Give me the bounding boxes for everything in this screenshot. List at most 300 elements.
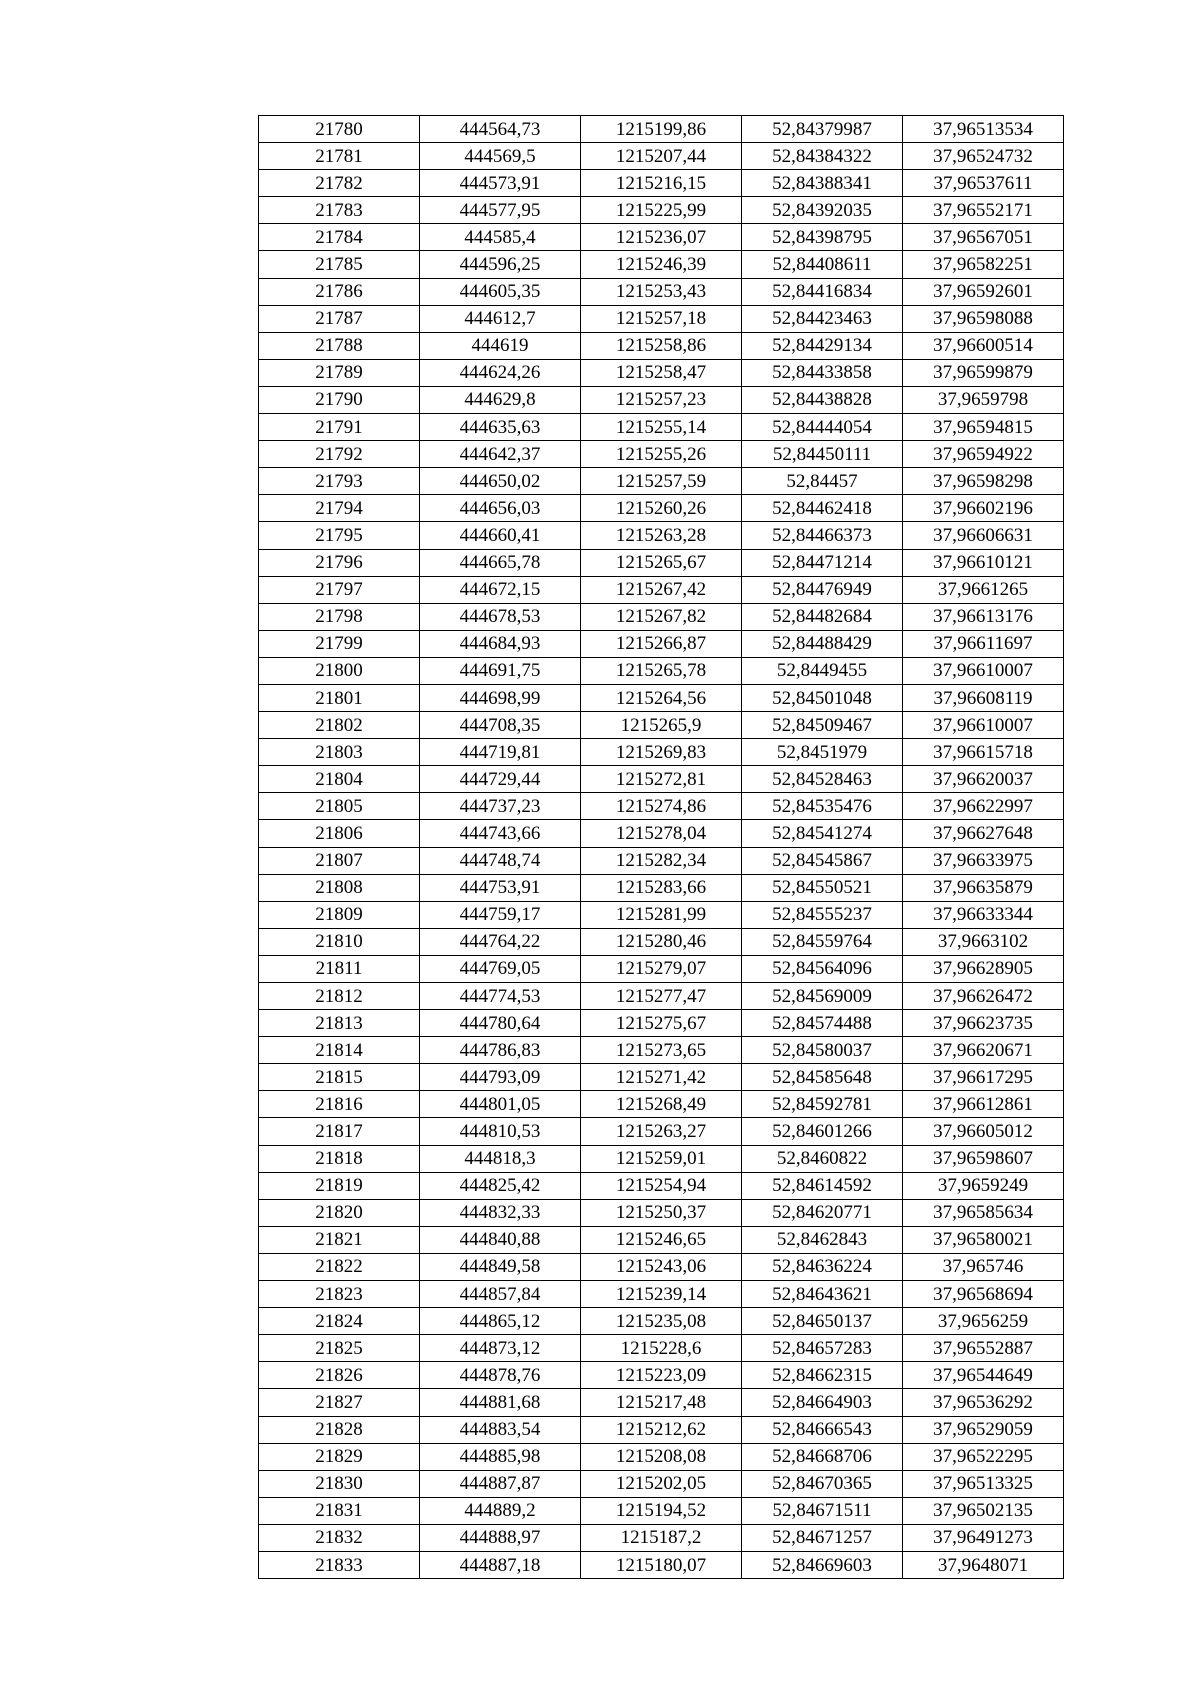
latitude-cell: 52,84429134: [742, 332, 903, 359]
table-row: [259, 684, 1064, 711]
point-number-cell: 21798: [259, 603, 420, 630]
longitude-cell: 37,96599879: [903, 359, 1064, 386]
y-coordinate-cell: 1215208,08: [581, 1443, 742, 1470]
x-coordinate-cell: 444656,03: [420, 495, 581, 522]
longitude-cell: 37,96529059: [903, 1416, 1064, 1443]
table-row: [259, 116, 1064, 143]
y-coordinate-cell: 1215207,44: [581, 143, 742, 170]
y-coordinate-cell: 1215277,47: [581, 983, 742, 1010]
x-coordinate-cell: 444665,78: [420, 549, 581, 576]
table-row: [259, 1281, 1064, 1308]
x-coordinate-cell: 444573,91: [420, 170, 581, 197]
y-coordinate-cell: 1215265,78: [581, 657, 742, 684]
table-row: [259, 1172, 1064, 1199]
longitude-cell: 37,9663102: [903, 928, 1064, 955]
latitude-cell: 52,84643621: [742, 1281, 903, 1308]
y-coordinate-cell: 1215202,05: [581, 1470, 742, 1497]
y-coordinate-cell: 1215250,37: [581, 1199, 742, 1226]
table-row: [259, 143, 1064, 170]
y-coordinate-cell: 1215266,87: [581, 630, 742, 657]
longitude-cell: 37,96617295: [903, 1064, 1064, 1091]
table-row: [259, 766, 1064, 793]
table-row: [259, 1037, 1064, 1064]
point-number-cell: 21829: [259, 1443, 420, 1470]
x-coordinate-cell: 444786,83: [420, 1037, 581, 1064]
longitude-cell: 37,96622997: [903, 793, 1064, 820]
latitude-cell: 52,84669603: [742, 1551, 903, 1578]
y-coordinate-cell: 1215268,49: [581, 1091, 742, 1118]
x-coordinate-cell: 444564,73: [420, 116, 581, 143]
y-coordinate-cell: 1215278,04: [581, 820, 742, 847]
y-coordinate-cell: 1215257,59: [581, 468, 742, 495]
point-number-cell: 21815: [259, 1064, 420, 1091]
point-number-cell: 21808: [259, 874, 420, 901]
table-row: [259, 1091, 1064, 1118]
x-coordinate-cell: 444629,8: [420, 386, 581, 413]
point-number-cell: 21809: [259, 901, 420, 928]
longitude-cell: 37,96592601: [903, 278, 1064, 305]
latitude-cell: 52,84392035: [742, 197, 903, 224]
x-coordinate-cell: 444748,74: [420, 847, 581, 874]
point-number-cell: 21805: [259, 793, 420, 820]
latitude-cell: 52,84636224: [742, 1253, 903, 1280]
y-coordinate-cell: 1215187,2: [581, 1524, 742, 1551]
point-number-cell: 21812: [259, 983, 420, 1010]
x-coordinate-cell: 444719,81: [420, 739, 581, 766]
longitude-cell: 37,96552171: [903, 197, 1064, 224]
y-coordinate-cell: 1215254,94: [581, 1172, 742, 1199]
table-row: [259, 1118, 1064, 1145]
longitude-cell: 37,96620037: [903, 766, 1064, 793]
table-row: [259, 170, 1064, 197]
table-row: [259, 332, 1064, 359]
table-row: [259, 468, 1064, 495]
x-coordinate-cell: 444793,09: [420, 1064, 581, 1091]
point-number-cell: 21785: [259, 251, 420, 278]
longitude-cell: 37,96585634: [903, 1199, 1064, 1226]
table-row: [259, 1226, 1064, 1253]
point-number-cell: 21832: [259, 1524, 420, 1551]
y-coordinate-cell: 1215267,42: [581, 576, 742, 603]
table-row: [259, 197, 1064, 224]
table-row: [259, 414, 1064, 441]
latitude-cell: 52,84574488: [742, 1010, 903, 1037]
x-coordinate-cell: 444635,63: [420, 414, 581, 441]
longitude-cell: 37,96610007: [903, 657, 1064, 684]
point-number-cell: 21824: [259, 1308, 420, 1335]
y-coordinate-cell: 1215275,67: [581, 1010, 742, 1037]
y-coordinate-cell: 1215212,62: [581, 1416, 742, 1443]
longitude-cell: 37,9659798: [903, 386, 1064, 413]
latitude-cell: 52,84569009: [742, 983, 903, 1010]
table-row: [259, 1497, 1064, 1524]
longitude-cell: 37,96612861: [903, 1091, 1064, 1118]
x-coordinate-cell: 444605,35: [420, 278, 581, 305]
latitude-cell: 52,84528463: [742, 766, 903, 793]
table-row: [259, 874, 1064, 901]
latitude-cell: 52,84671257: [742, 1524, 903, 1551]
y-coordinate-cell: 1215257,18: [581, 305, 742, 332]
latitude-cell: 52,84444054: [742, 414, 903, 441]
latitude-cell: 52,84555237: [742, 901, 903, 928]
table-row: [259, 928, 1064, 955]
y-coordinate-cell: 1215246,65: [581, 1226, 742, 1253]
x-coordinate-cell: 444619: [420, 332, 581, 359]
y-coordinate-cell: 1215265,9: [581, 712, 742, 739]
point-number-cell: 21783: [259, 197, 420, 224]
longitude-cell: 37,96623735: [903, 1010, 1064, 1037]
longitude-cell: 37,96615718: [903, 739, 1064, 766]
x-coordinate-cell: 444708,35: [420, 712, 581, 739]
latitude-cell: 52,8462843: [742, 1226, 903, 1253]
point-number-cell: 21823: [259, 1281, 420, 1308]
y-coordinate-cell: 1215194,52: [581, 1497, 742, 1524]
y-coordinate-cell: 1215280,46: [581, 928, 742, 955]
table-row: [259, 657, 1064, 684]
point-number-cell: 21827: [259, 1389, 420, 1416]
table-row: [259, 224, 1064, 251]
point-number-cell: 21797: [259, 576, 420, 603]
table-row: [259, 1145, 1064, 1172]
point-number-cell: 21828: [259, 1416, 420, 1443]
x-coordinate-cell: 444810,53: [420, 1118, 581, 1145]
table-row: [259, 1389, 1064, 1416]
latitude-cell: 52,84668706: [742, 1443, 903, 1470]
latitude-cell: 52,84662315: [742, 1362, 903, 1389]
point-number-cell: 21786: [259, 278, 420, 305]
longitude-cell: 37,96633975: [903, 847, 1064, 874]
coordinates-table-body: [259, 116, 1064, 1579]
table-row: [259, 305, 1064, 332]
x-coordinate-cell: 444743,66: [420, 820, 581, 847]
x-coordinate-cell: 444825,42: [420, 1172, 581, 1199]
y-coordinate-cell: 1215180,07: [581, 1551, 742, 1578]
point-number-cell: 21784: [259, 224, 420, 251]
x-coordinate-cell: 444577,95: [420, 197, 581, 224]
x-coordinate-cell: 444769,05: [420, 955, 581, 982]
x-coordinate-cell: 444889,2: [420, 1497, 581, 1524]
table-row: [259, 630, 1064, 657]
x-coordinate-cell: 444878,76: [420, 1362, 581, 1389]
x-coordinate-cell: 444612,7: [420, 305, 581, 332]
latitude-cell: 52,84398795: [742, 224, 903, 251]
longitude-cell: 37,96610007: [903, 712, 1064, 739]
y-coordinate-cell: 1215246,39: [581, 251, 742, 278]
x-coordinate-cell: 444569,5: [420, 143, 581, 170]
y-coordinate-cell: 1215282,34: [581, 847, 742, 874]
point-number-cell: 21813: [259, 1010, 420, 1037]
latitude-cell: 52,84664903: [742, 1389, 903, 1416]
y-coordinate-cell: 1215216,15: [581, 170, 742, 197]
longitude-cell: 37,96598088: [903, 305, 1064, 332]
y-coordinate-cell: 1215283,66: [581, 874, 742, 901]
table-row: [259, 603, 1064, 630]
latitude-cell: 52,84482684: [742, 603, 903, 630]
y-coordinate-cell: 1215274,86: [581, 793, 742, 820]
x-coordinate-cell: 444832,33: [420, 1199, 581, 1226]
point-number-cell: 21818: [259, 1145, 420, 1172]
latitude-cell: 52,84509467: [742, 712, 903, 739]
latitude-cell: 52,84462418: [742, 495, 903, 522]
x-coordinate-cell: 444865,12: [420, 1308, 581, 1335]
y-coordinate-cell: 1215223,09: [581, 1362, 742, 1389]
y-coordinate-cell: 1215273,65: [581, 1037, 742, 1064]
y-coordinate-cell: 1215271,42: [581, 1064, 742, 1091]
latitude-cell: 52,84550521: [742, 874, 903, 901]
longitude-cell: 37,96602196: [903, 495, 1064, 522]
point-number-cell: 21787: [259, 305, 420, 332]
table-row: [259, 1308, 1064, 1335]
y-coordinate-cell: 1215235,08: [581, 1308, 742, 1335]
x-coordinate-cell: 444698,99: [420, 684, 581, 711]
latitude-cell: 52,84384322: [742, 143, 903, 170]
table-row: [259, 793, 1064, 820]
point-number-cell: 21833: [259, 1551, 420, 1578]
x-coordinate-cell: 444729,44: [420, 766, 581, 793]
table-row: [259, 847, 1064, 874]
table-row: [259, 1470, 1064, 1497]
point-number-cell: 21782: [259, 170, 420, 197]
latitude-cell: 52,84620771: [742, 1199, 903, 1226]
longitude-cell: 37,96491273: [903, 1524, 1064, 1551]
longitude-cell: 37,96635879: [903, 874, 1064, 901]
table-row: [259, 251, 1064, 278]
x-coordinate-cell: 444753,91: [420, 874, 581, 901]
point-number-cell: 21789: [259, 359, 420, 386]
point-number-cell: 21826: [259, 1362, 420, 1389]
x-coordinate-cell: 444887,18: [420, 1551, 581, 1578]
x-coordinate-cell: 444881,68: [420, 1389, 581, 1416]
y-coordinate-cell: 1215279,07: [581, 955, 742, 982]
longitude-cell: 37,96605012: [903, 1118, 1064, 1145]
table-row: [259, 386, 1064, 413]
point-number-cell: 21825: [259, 1335, 420, 1362]
point-number-cell: 21819: [259, 1172, 420, 1199]
point-number-cell: 21801: [259, 684, 420, 711]
latitude-cell: 52,84476949: [742, 576, 903, 603]
y-coordinate-cell: 1215217,48: [581, 1389, 742, 1416]
x-coordinate-cell: 444764,22: [420, 928, 581, 955]
longitude-cell: 37,96552887: [903, 1335, 1064, 1362]
table-row: [259, 983, 1064, 1010]
table-row: [259, 901, 1064, 928]
y-coordinate-cell: 1215260,26: [581, 495, 742, 522]
x-coordinate-cell: 444678,53: [420, 603, 581, 630]
table-row: [259, 1362, 1064, 1389]
latitude-cell: 52,84535476: [742, 793, 903, 820]
latitude-cell: 52,84488429: [742, 630, 903, 657]
longitude-cell: 37,96513534: [903, 116, 1064, 143]
coordinates-table: [258, 115, 1064, 1579]
y-coordinate-cell: 1215236,07: [581, 224, 742, 251]
table-row: [259, 1335, 1064, 1362]
longitude-cell: 37,965746: [903, 1253, 1064, 1280]
point-number-cell: 21822: [259, 1253, 420, 1280]
y-coordinate-cell: 1215255,14: [581, 414, 742, 441]
longitude-cell: 37,96522295: [903, 1443, 1064, 1470]
longitude-cell: 37,96633344: [903, 901, 1064, 928]
latitude-cell: 52,84433858: [742, 359, 903, 386]
y-coordinate-cell: 1215243,06: [581, 1253, 742, 1280]
y-coordinate-cell: 1215258,86: [581, 332, 742, 359]
latitude-cell: 52,84657283: [742, 1335, 903, 1362]
longitude-cell: 37,96627648: [903, 820, 1064, 847]
latitude-cell: 52,84671511: [742, 1497, 903, 1524]
point-number-cell: 21793: [259, 468, 420, 495]
point-number-cell: 21806: [259, 820, 420, 847]
longitude-cell: 37,96502135: [903, 1497, 1064, 1524]
point-number-cell: 21804: [259, 766, 420, 793]
latitude-cell: 52,84466373: [742, 522, 903, 549]
longitude-cell: 37,96536292: [903, 1389, 1064, 1416]
y-coordinate-cell: 1215225,99: [581, 197, 742, 224]
longitude-cell: 37,96608119: [903, 684, 1064, 711]
longitude-cell: 37,96513325: [903, 1470, 1064, 1497]
longitude-cell: 37,9648071: [903, 1551, 1064, 1578]
longitude-cell: 37,96598298: [903, 468, 1064, 495]
x-coordinate-cell: 444883,54: [420, 1416, 581, 1443]
y-coordinate-cell: 1215257,23: [581, 386, 742, 413]
x-coordinate-cell: 444737,23: [420, 793, 581, 820]
y-coordinate-cell: 1215265,67: [581, 549, 742, 576]
latitude-cell: 52,84650137: [742, 1308, 903, 1335]
x-coordinate-cell: 444888,97: [420, 1524, 581, 1551]
latitude-cell: 52,84408611: [742, 251, 903, 278]
y-coordinate-cell: 1215239,14: [581, 1281, 742, 1308]
longitude-cell: 37,96626472: [903, 983, 1064, 1010]
point-number-cell: 21830: [259, 1470, 420, 1497]
y-coordinate-cell: 1215263,27: [581, 1118, 742, 1145]
y-coordinate-cell: 1215255,26: [581, 441, 742, 468]
point-number-cell: 21831: [259, 1497, 420, 1524]
latitude-cell: 52,84580037: [742, 1037, 903, 1064]
x-coordinate-cell: 444660,41: [420, 522, 581, 549]
table-row: [259, 1199, 1064, 1226]
table-row: [259, 712, 1064, 739]
longitude-cell: 37,96610121: [903, 549, 1064, 576]
longitude-cell: 37,96594815: [903, 414, 1064, 441]
latitude-cell: 52,84601266: [742, 1118, 903, 1145]
point-number-cell: 21794: [259, 495, 420, 522]
latitude-cell: 52,84388341: [742, 170, 903, 197]
x-coordinate-cell: 444672,15: [420, 576, 581, 603]
latitude-cell: 52,84438828: [742, 386, 903, 413]
point-number-cell: 21800: [259, 657, 420, 684]
y-coordinate-cell: 1215264,56: [581, 684, 742, 711]
latitude-cell: 52,84592781: [742, 1091, 903, 1118]
table-row: [259, 495, 1064, 522]
latitude-cell: 52,84545867: [742, 847, 903, 874]
y-coordinate-cell: 1215267,82: [581, 603, 742, 630]
table-row: [259, 441, 1064, 468]
table-row: [259, 576, 1064, 603]
table-row: [259, 1064, 1064, 1091]
latitude-cell: 52,84416834: [742, 278, 903, 305]
x-coordinate-cell: 444585,4: [420, 224, 581, 251]
x-coordinate-cell: 444684,93: [420, 630, 581, 657]
point-number-cell: 21792: [259, 441, 420, 468]
table-row: [259, 359, 1064, 386]
longitude-cell: 37,96600514: [903, 332, 1064, 359]
longitude-cell: 37,96598607: [903, 1145, 1064, 1172]
y-coordinate-cell: 1215259,01: [581, 1145, 742, 1172]
longitude-cell: 37,96611697: [903, 630, 1064, 657]
point-number-cell: 21796: [259, 549, 420, 576]
x-coordinate-cell: 444885,98: [420, 1443, 581, 1470]
longitude-cell: 37,9656259: [903, 1308, 1064, 1335]
table-row: [259, 1253, 1064, 1280]
latitude-cell: 52,84457: [742, 468, 903, 495]
point-number-cell: 21817: [259, 1118, 420, 1145]
table-row: [259, 1524, 1064, 1551]
table-row: [259, 522, 1064, 549]
x-coordinate-cell: 444774,53: [420, 983, 581, 1010]
x-coordinate-cell: 444849,58: [420, 1253, 581, 1280]
point-number-cell: 21807: [259, 847, 420, 874]
point-number-cell: 21795: [259, 522, 420, 549]
latitude-cell: 52,84614592: [742, 1172, 903, 1199]
x-coordinate-cell: 444840,88: [420, 1226, 581, 1253]
table-row: [259, 549, 1064, 576]
longitude-cell: 37,96537611: [903, 170, 1064, 197]
point-number-cell: 21821: [259, 1226, 420, 1253]
latitude-cell: 52,84450111: [742, 441, 903, 468]
x-coordinate-cell: 444818,3: [420, 1145, 581, 1172]
longitude-cell: 37,96613176: [903, 603, 1064, 630]
x-coordinate-cell: 444624,26: [420, 359, 581, 386]
y-coordinate-cell: 1215269,83: [581, 739, 742, 766]
point-number-cell: 21802: [259, 712, 420, 739]
point-number-cell: 21780: [259, 116, 420, 143]
x-coordinate-cell: 444759,17: [420, 901, 581, 928]
table-row: [259, 820, 1064, 847]
point-number-cell: 21781: [259, 143, 420, 170]
latitude-cell: 52,8449455: [742, 657, 903, 684]
longitude-cell: 37,96628905: [903, 955, 1064, 982]
y-coordinate-cell: 1215258,47: [581, 359, 742, 386]
latitude-cell: 52,84379987: [742, 116, 903, 143]
y-coordinate-cell: 1215228,6: [581, 1335, 742, 1362]
point-number-cell: 21811: [259, 955, 420, 982]
longitude-cell: 37,96568694: [903, 1281, 1064, 1308]
point-number-cell: 21799: [259, 630, 420, 657]
longitude-cell: 37,96567051: [903, 224, 1064, 251]
x-coordinate-cell: 444650,02: [420, 468, 581, 495]
table-row: [259, 739, 1064, 766]
point-number-cell: 21820: [259, 1199, 420, 1226]
x-coordinate-cell: 444887,87: [420, 1470, 581, 1497]
x-coordinate-cell: 444873,12: [420, 1335, 581, 1362]
longitude-cell: 37,96620671: [903, 1037, 1064, 1064]
y-coordinate-cell: 1215199,86: [581, 116, 742, 143]
longitude-cell: 37,96544649: [903, 1362, 1064, 1389]
y-coordinate-cell: 1215253,43: [581, 278, 742, 305]
latitude-cell: 52,84423463: [742, 305, 903, 332]
point-number-cell: 21810: [259, 928, 420, 955]
latitude-cell: 52,84564096: [742, 955, 903, 982]
point-number-cell: 21788: [259, 332, 420, 359]
x-coordinate-cell: 444801,05: [420, 1091, 581, 1118]
longitude-cell: 37,9659249: [903, 1172, 1064, 1199]
table-row: [259, 1416, 1064, 1443]
y-coordinate-cell: 1215272,81: [581, 766, 742, 793]
table-row: [259, 278, 1064, 305]
latitude-cell: 52,84585648: [742, 1064, 903, 1091]
point-number-cell: 21814: [259, 1037, 420, 1064]
longitude-cell: 37,96594922: [903, 441, 1064, 468]
point-number-cell: 21790: [259, 386, 420, 413]
latitude-cell: 52,84670365: [742, 1470, 903, 1497]
